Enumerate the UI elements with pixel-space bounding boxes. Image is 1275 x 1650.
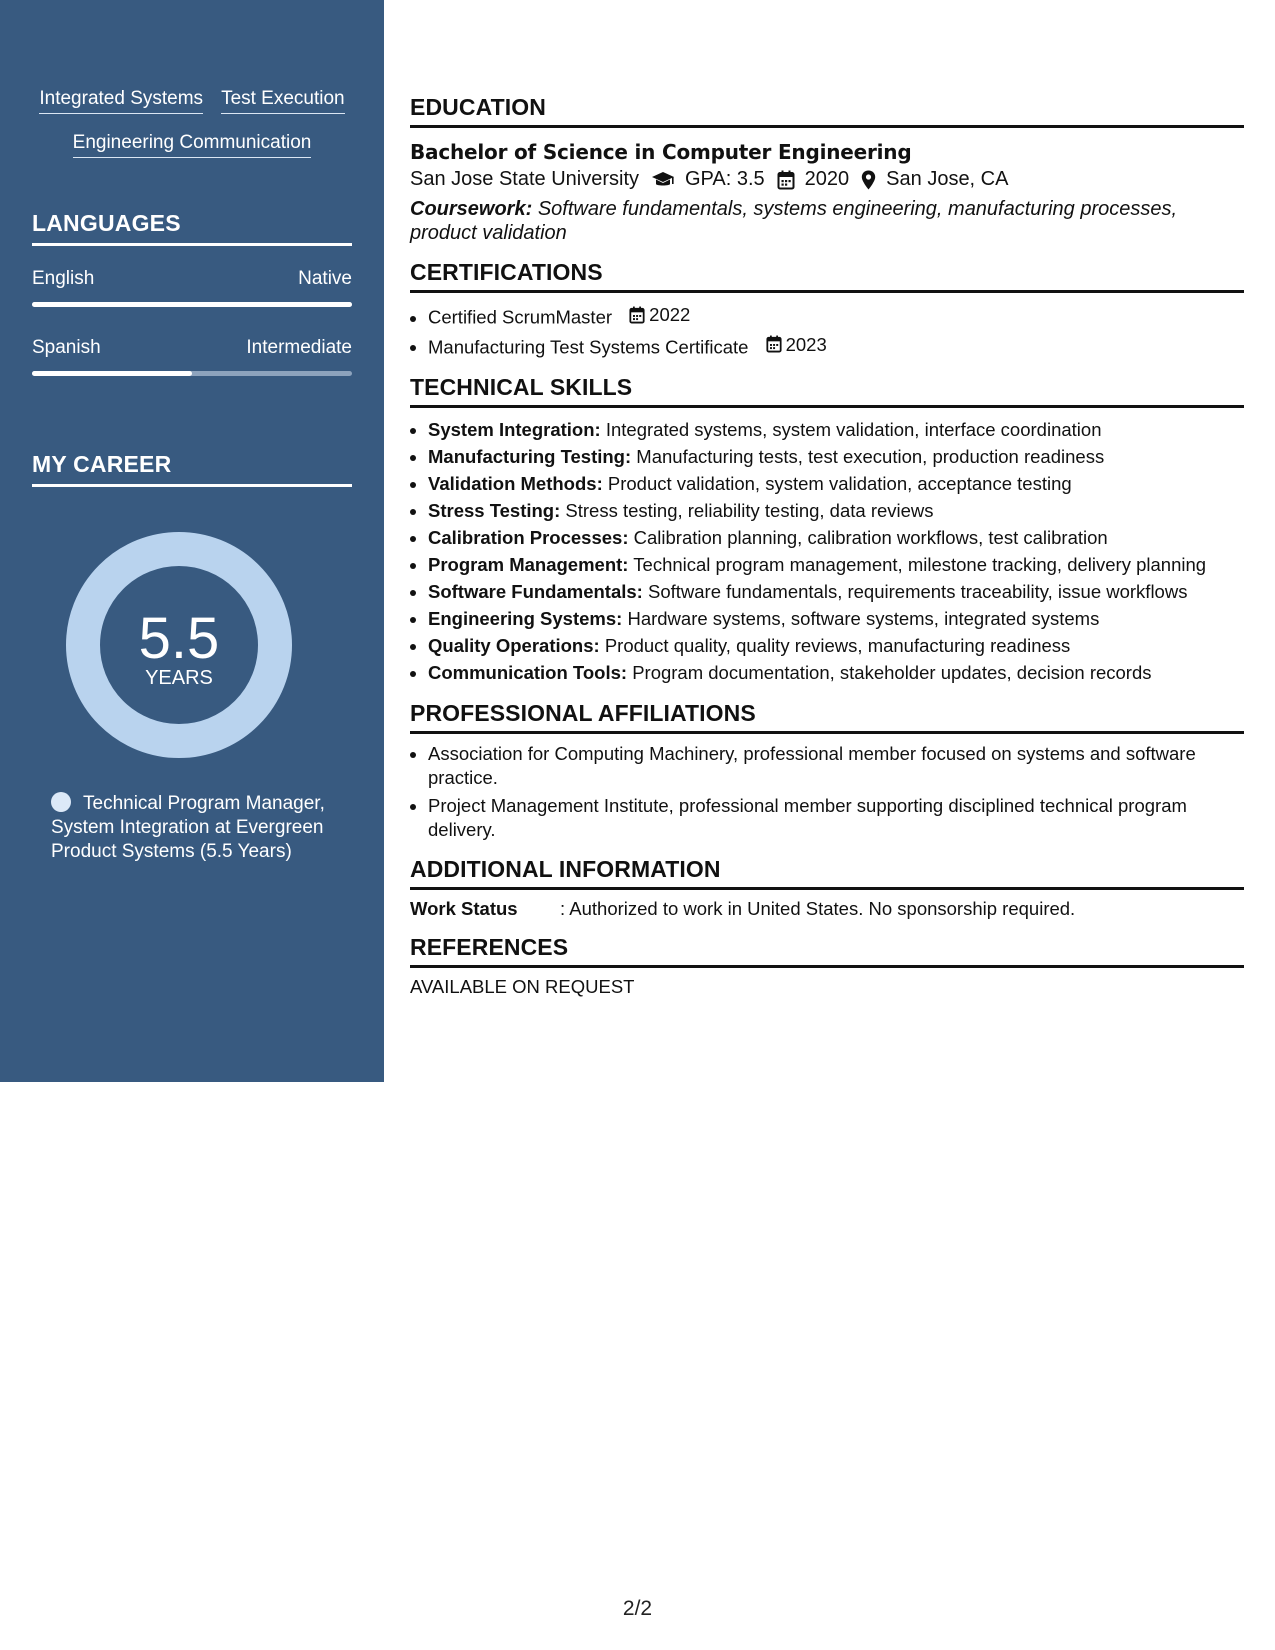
list-item bbox=[428, 497, 1244, 524]
list-item: • Project Management Institute, professional member supporting disciplined technical program delivery. bbox=[428, 794, 1244, 842]
section-heading: EDUCATION bbox=[410, 94, 1244, 128]
skill-details: Calibration planning, calibration workflows, test calibration bbox=[633, 527, 1108, 548]
skill-category: Quality Operations: bbox=[428, 635, 600, 656]
affiliations-section bbox=[410, 700, 1244, 842]
references-text: AVAILABLE ON REQUEST bbox=[410, 976, 635, 997]
references-section bbox=[410, 934, 1244, 998]
list-item bbox=[428, 443, 1244, 470]
skill-details: Stress testing, reliability testing, data reviews bbox=[565, 500, 934, 521]
skill-category: Stress Testing: bbox=[428, 500, 561, 521]
language-proficiency-bar bbox=[32, 371, 352, 376]
work-status-value: : Authorized to work in United States. No sponsorship required. bbox=[560, 898, 1076, 919]
skill-category: Validation Methods: bbox=[428, 473, 603, 494]
graduation-year: 2020 bbox=[804, 168, 850, 190]
skill-tags bbox=[0, 88, 384, 176]
list-item bbox=[428, 605, 1244, 632]
technical-skills-section bbox=[410, 374, 1244, 686]
list-item bbox=[428, 470, 1244, 497]
skill-category: System Integration: bbox=[428, 419, 601, 440]
affiliations-list bbox=[410, 742, 1244, 842]
skill-category: Communication Tools: bbox=[428, 662, 628, 683]
calendar-icon bbox=[766, 335, 782, 353]
career-years-donut bbox=[66, 532, 292, 758]
skill-category: Manufacturing Testing: bbox=[428, 446, 632, 467]
map-pin-icon bbox=[861, 170, 876, 190]
skill-details: Technical program management, milestone tracking, delivery planning bbox=[633, 554, 1207, 575]
skill-tag[interactable]: Integrated Systems bbox=[39, 88, 203, 114]
education-meta bbox=[410, 168, 1244, 191]
school-name: San Jose State University bbox=[410, 168, 639, 190]
section-heading: TECHNICAL SKILLS bbox=[410, 374, 1244, 408]
list-item bbox=[428, 301, 1244, 331]
coursework-text: Software fundamentals, systems engineering, manufacturing processes, product validation bbox=[410, 198, 1178, 244]
coursework bbox=[410, 197, 1244, 245]
language-proficiency-fill bbox=[32, 371, 192, 376]
calendar-icon bbox=[777, 170, 795, 190]
skill-tag[interactable]: Test Execution bbox=[221, 88, 345, 114]
language-level: Intermediate bbox=[246, 337, 352, 358]
language-spanish bbox=[32, 337, 352, 376]
career-legend-dot bbox=[51, 792, 71, 812]
certification-year: 2023 bbox=[785, 333, 827, 355]
section-heading: ADDITIONAL INFORMATION bbox=[410, 856, 1244, 890]
degree-title: Bachelor of Science in Computer Engineering bbox=[410, 140, 912, 164]
sidebar bbox=[0, 0, 384, 1082]
language-name: English bbox=[32, 268, 95, 289]
certifications-list bbox=[410, 301, 1244, 360]
list-item bbox=[428, 551, 1244, 578]
coursework-label: Coursework: bbox=[410, 198, 533, 220]
career-heading: MY CAREER bbox=[32, 451, 352, 487]
additional-info-section bbox=[410, 856, 1244, 920]
skill-category: Calibration Processes: bbox=[428, 527, 629, 548]
work-status-row bbox=[410, 898, 1244, 920]
list-item bbox=[428, 331, 1244, 361]
list-item: • Association for Computing Machinery, professional member focused on systems and software practice. bbox=[428, 742, 1244, 790]
list-item bbox=[428, 632, 1244, 659]
education-section bbox=[410, 94, 1244, 245]
list-item bbox=[428, 578, 1244, 605]
list-item bbox=[428, 524, 1244, 551]
section-heading: REFERENCES bbox=[410, 934, 1244, 968]
gpa: GPA: 3.5 bbox=[685, 168, 765, 190]
skill-details: Integrated systems, system validation, interface coordination bbox=[605, 419, 1102, 440]
skill-details: Product quality, quality reviews, manufacturing readiness bbox=[604, 635, 1071, 656]
calendar-icon bbox=[629, 306, 645, 324]
certification-name: Certified ScrumMaster bbox=[428, 306, 613, 328]
certifications-section bbox=[410, 259, 1244, 360]
skill-category: Program Management: bbox=[428, 554, 629, 575]
graduation-cap-icon bbox=[651, 171, 675, 189]
page-number: 2/2 bbox=[622, 1597, 653, 1620]
languages-heading: LANGUAGES bbox=[32, 210, 352, 246]
language-proficiency-bar bbox=[32, 302, 352, 307]
career-years-value: 5.5 bbox=[138, 606, 220, 671]
career-years-label: YEARS bbox=[145, 667, 213, 689]
skill-details: Program documentation, stakeholder updates, decision records bbox=[632, 662, 1152, 683]
main-content bbox=[410, 94, 1244, 1012]
skill-tag[interactable]: Engineering Communication bbox=[73, 132, 312, 158]
section-heading: CERTIFICATIONS bbox=[410, 259, 1244, 293]
list-item bbox=[428, 416, 1244, 443]
language-proficiency-fill bbox=[32, 302, 352, 307]
skill-category: Software Fundamentals: bbox=[428, 581, 643, 602]
technical-skills-list bbox=[410, 416, 1244, 686]
skill-details: Manufacturing tests, test execution, production readiness bbox=[636, 446, 1105, 467]
skill-details: Product validation, system validation, acceptance testing bbox=[607, 473, 1072, 494]
career-entry bbox=[51, 792, 341, 864]
language-english bbox=[32, 268, 352, 307]
career-entry-text: Technical Program Manager, System Integration at Evergreen Product Systems (5.5 Years) bbox=[51, 793, 325, 862]
list-item bbox=[428, 659, 1244, 686]
work-status-label: Work Status bbox=[410, 898, 518, 919]
certification-year: 2022 bbox=[649, 304, 691, 325]
school-location: San Jose, CA bbox=[886, 168, 1009, 190]
skill-category: Engineering Systems: bbox=[428, 608, 623, 629]
skill-details: Hardware systems, software systems, integrated systems bbox=[627, 608, 1100, 629]
certification-name: Manufacturing Test Systems Certificate bbox=[428, 336, 749, 357]
skill-details: Software fundamentals, requirements traceability, issue workflows bbox=[647, 581, 1188, 602]
language-name: Spanish bbox=[32, 337, 101, 358]
section-heading: PROFESSIONAL AFFILIATIONS bbox=[410, 700, 1244, 734]
language-level: Native bbox=[298, 268, 352, 289]
